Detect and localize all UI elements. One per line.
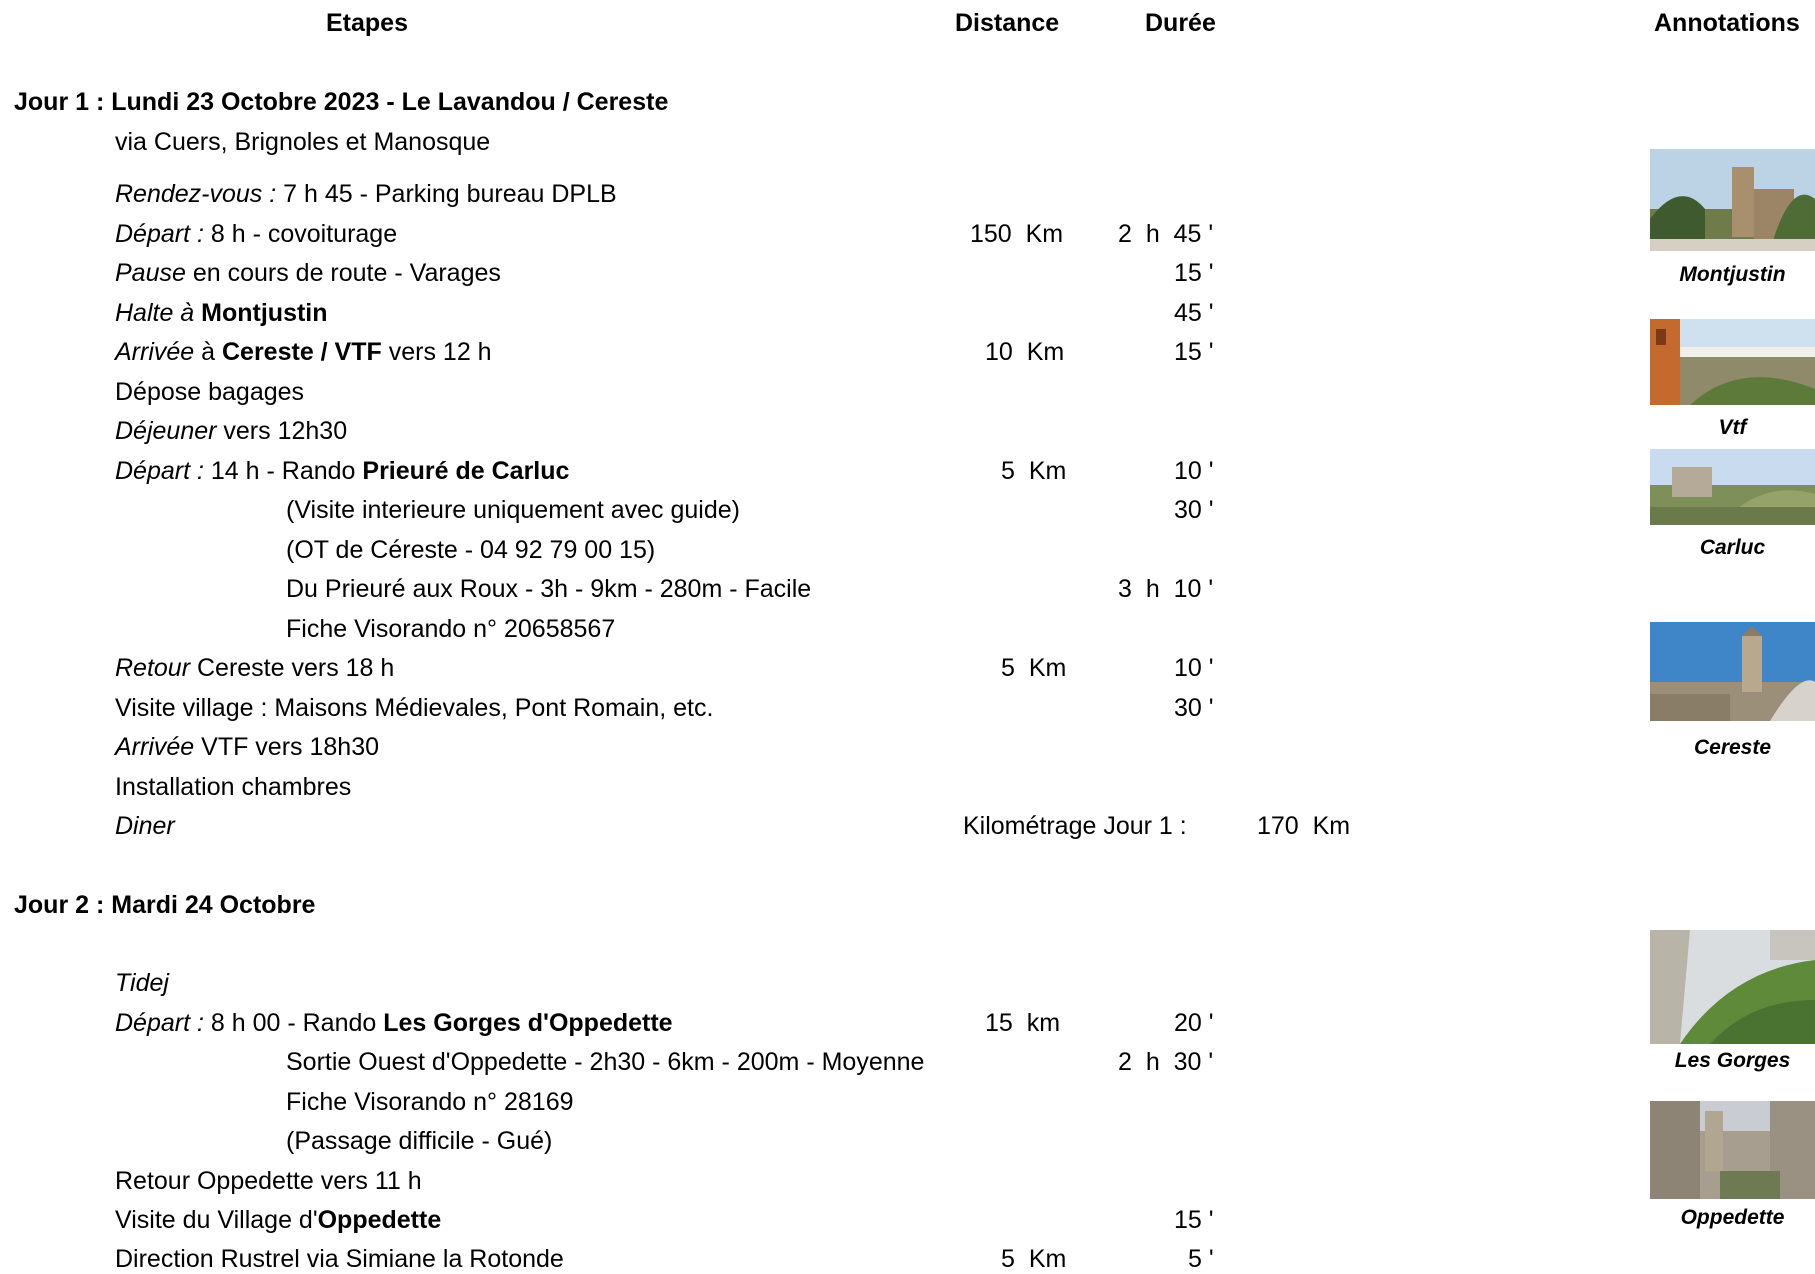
sortie-minutes: 30 [1173,1048,1202,1076]
depart1-hours: 2 [1118,220,1132,248]
depart2-distance [1001,456,1066,486]
visite-oppedette-place: Oppedette [317,1206,442,1234]
arrivee1-dist-value: 10 [985,338,1013,366]
pause-duration [1174,258,1214,288]
prieure-duration [1118,574,1213,604]
retour-text: Cereste vers 18 h [197,654,395,682]
minute-unit: ' [1208,299,1214,327]
caption-carluc: Carluc [1699,536,1766,559]
visite-int-minutes: 30 [1174,496,1202,524]
photo-carluc [1650,449,1815,525]
day2-depart-distance [985,1008,1060,1038]
arrivee1-place: Cereste / VTF [222,338,382,366]
arrivee1-minutes: 15 [1174,338,1202,366]
row-diner: Diner [115,812,175,840]
km-jour1-value [1257,811,1350,841]
km-unit: Km [1312,812,1351,840]
hour-unit: h [1145,220,1160,248]
depart1-minutes: 45 [1173,220,1202,248]
row-fiche-2: Fiche Visorando n° 28169 [286,1088,574,1116]
day2-depart-label: Départ : [115,1009,204,1037]
arrivee1-distance [985,337,1064,367]
direction-minutes: 5 [1188,1245,1202,1273]
minute-unit: ' [1208,694,1214,722]
visite-int-duration [1174,495,1214,525]
day2-depart-pre: 8 h 00 - Rando [210,1009,377,1037]
visite-village-minutes: 30 [1174,694,1202,722]
minute-unit: ' [1208,1245,1214,1273]
row-arrivee-1 [115,337,492,367]
pause-label: Pause [115,259,186,287]
caption-montjustin: Montjustin [1679,263,1786,286]
minute-unit: ' [1208,654,1214,682]
row-day2-depart [115,1008,673,1038]
km-value: 170 [1257,812,1299,840]
arrivee1-duration [1174,337,1214,367]
arrivee1-dist-unit: Km [1026,338,1065,366]
header-distance: Distance [955,9,1060,37]
arrivee1-pre: à [201,338,216,366]
sortie-hours: 2 [1118,1048,1132,1076]
dejeuner-label: Déjeuner [115,417,217,445]
depart1-dist-value: 150 [970,220,1012,248]
depart1-text: 8 h - covoiturage [210,220,398,248]
day2-depart-minutes: 20 [1174,1009,1202,1037]
row-halte [115,298,328,328]
day2-depart-place: Les Gorges d'Oppedette [383,1009,673,1037]
day1-via: via Cuers, Brignoles et Manosque [115,128,491,156]
direction-duration [1188,1244,1214,1274]
day2-depart-duration [1174,1008,1214,1038]
visite-oppedette-minutes: 15 [1174,1206,1202,1234]
arrivee1-post: vers 12 h [388,338,492,366]
retour-minutes: 10 [1174,654,1202,682]
photo-montjustin [1650,149,1815,251]
visite-village-duration [1174,693,1214,723]
depart2-place: Prieuré de Carluc [362,457,570,485]
depart2-pre: 14 h - Rando [210,457,356,485]
header-duree: Durée [1145,9,1216,37]
row-tidej: Tidej [115,969,169,997]
row-retour [115,653,394,683]
row-depose: Dépose bagages [115,378,305,406]
header-annotations: Annotations [1654,9,1800,37]
row-depart-2 [115,456,569,486]
visite-oppedette-duration [1174,1205,1214,1235]
header-etapes: Etapes [326,9,408,37]
depart2-label: Départ : [115,457,204,485]
retour-duration [1174,653,1214,683]
row-rendez-vous [115,179,617,209]
rdv-text: 7 h 45 - Parking bureau DPLB [283,180,617,208]
row-sortie: Sortie Ouest d'Oppedette - 2h30 - 6km - 200m - Moyenne [286,1048,925,1076]
day2-depart-dist-value: 15 [985,1009,1013,1037]
retour-dist-value: 5 [1001,654,1015,682]
depart2-dist-unit: Km [1028,457,1067,485]
pause-minutes: 15 [1174,259,1202,287]
depart1-dist-unit: Km [1025,220,1064,248]
caption-oppedette: Oppedette [1680,1206,1785,1229]
day1-title: Jour 1 : Lundi 23 Octobre 2023 - Le Lavandou / Cereste [14,88,669,116]
row-prieure: Du Prieuré aux Roux - 3h - 9km - 280m - Facile [286,575,812,603]
photo-oppedette [1650,1101,1815,1199]
halte-place: Montjustin [201,299,328,327]
prieure-hours: 3 [1118,575,1132,603]
arrivee1-label: Arrivée [115,338,195,366]
visite-oppedette-pre: Visite du Village d' [115,1206,318,1234]
arrivee2-label: Arrivée [115,733,195,761]
row-dejeuner [115,416,347,446]
prieure-minutes: 10 [1173,575,1202,603]
row-visite-interieure: (Visite interieure uniquement avec guide) [286,496,740,524]
direction-distance [1001,1244,1066,1274]
minute-unit: ' [1208,338,1214,366]
row-depart-1 [115,219,397,249]
photo-les-gorges [1650,930,1815,1044]
depart2-dist-value: 5 [1001,457,1015,485]
direction-dist-unit: Km [1028,1245,1067,1273]
minute-unit: ' [1208,575,1214,603]
sortie-duration [1118,1047,1213,1077]
day2-depart-dist-unit: km [1026,1009,1061,1037]
row-visite-oppedette [115,1205,441,1235]
minute-unit: ' [1208,496,1214,524]
row-arrivee-2 [115,732,379,762]
pause-text: en cours de route - Varages [192,259,501,287]
minute-unit: ' [1208,220,1214,248]
caption-les-gorges: Les Gorges [1674,1049,1791,1072]
row-pause [115,258,501,288]
caption-cereste: Cereste [1693,736,1772,759]
arrivee2-text: VTF vers 18h30 [201,733,379,761]
caption-vtf: Vtf [1718,416,1747,439]
row-passage: (Passage difficile - Gué) [286,1127,553,1155]
minute-unit: ' [1208,259,1214,287]
hour-unit: h [1145,575,1160,603]
direction-dist-value: 5 [1001,1245,1015,1273]
minute-unit: ' [1208,1206,1214,1234]
halte-label: Halte à [115,299,195,327]
depart1-duration [1118,219,1213,249]
depart2-minutes: 10 [1174,457,1202,485]
row-day2-retour: Retour Oppedette vers 11 h [115,1167,422,1195]
km-jour1-label: Kilométrage Jour 1 : [963,812,1187,840]
hour-unit: h [1145,1048,1160,1076]
day2-title: Jour 2 : Mardi 24 Octobre [14,891,316,919]
row-ot: (OT de Céreste - 04 92 79 00 15) [286,536,656,564]
minute-unit: ' [1208,457,1214,485]
minute-unit: ' [1208,1048,1214,1076]
depart1-distance [970,219,1063,249]
dejeuner-text: vers 12h30 [223,417,348,445]
halte-minutes: 45 [1174,299,1202,327]
rdv-label: Rendez-vous : [115,180,277,208]
retour-dist-unit: Km [1028,654,1067,682]
row-fiche-1: Fiche Visorando n° 20658567 [286,615,616,643]
retour-distance [1001,653,1066,683]
row-direction: Direction Rustrel via Simiane la Rotonde [115,1245,564,1273]
photo-cereste [1650,622,1815,721]
retour-label: Retour [115,654,191,682]
halte-duration [1174,298,1214,328]
row-visite-village: Visite village : Maisons Médievales, Pont Romain, etc. [115,694,714,722]
depart2-duration [1174,456,1214,486]
minute-unit: ' [1208,1009,1214,1037]
row-installation: Installation chambres [115,773,352,801]
photo-vtf [1650,319,1815,405]
depart1-label: Départ : [115,220,204,248]
